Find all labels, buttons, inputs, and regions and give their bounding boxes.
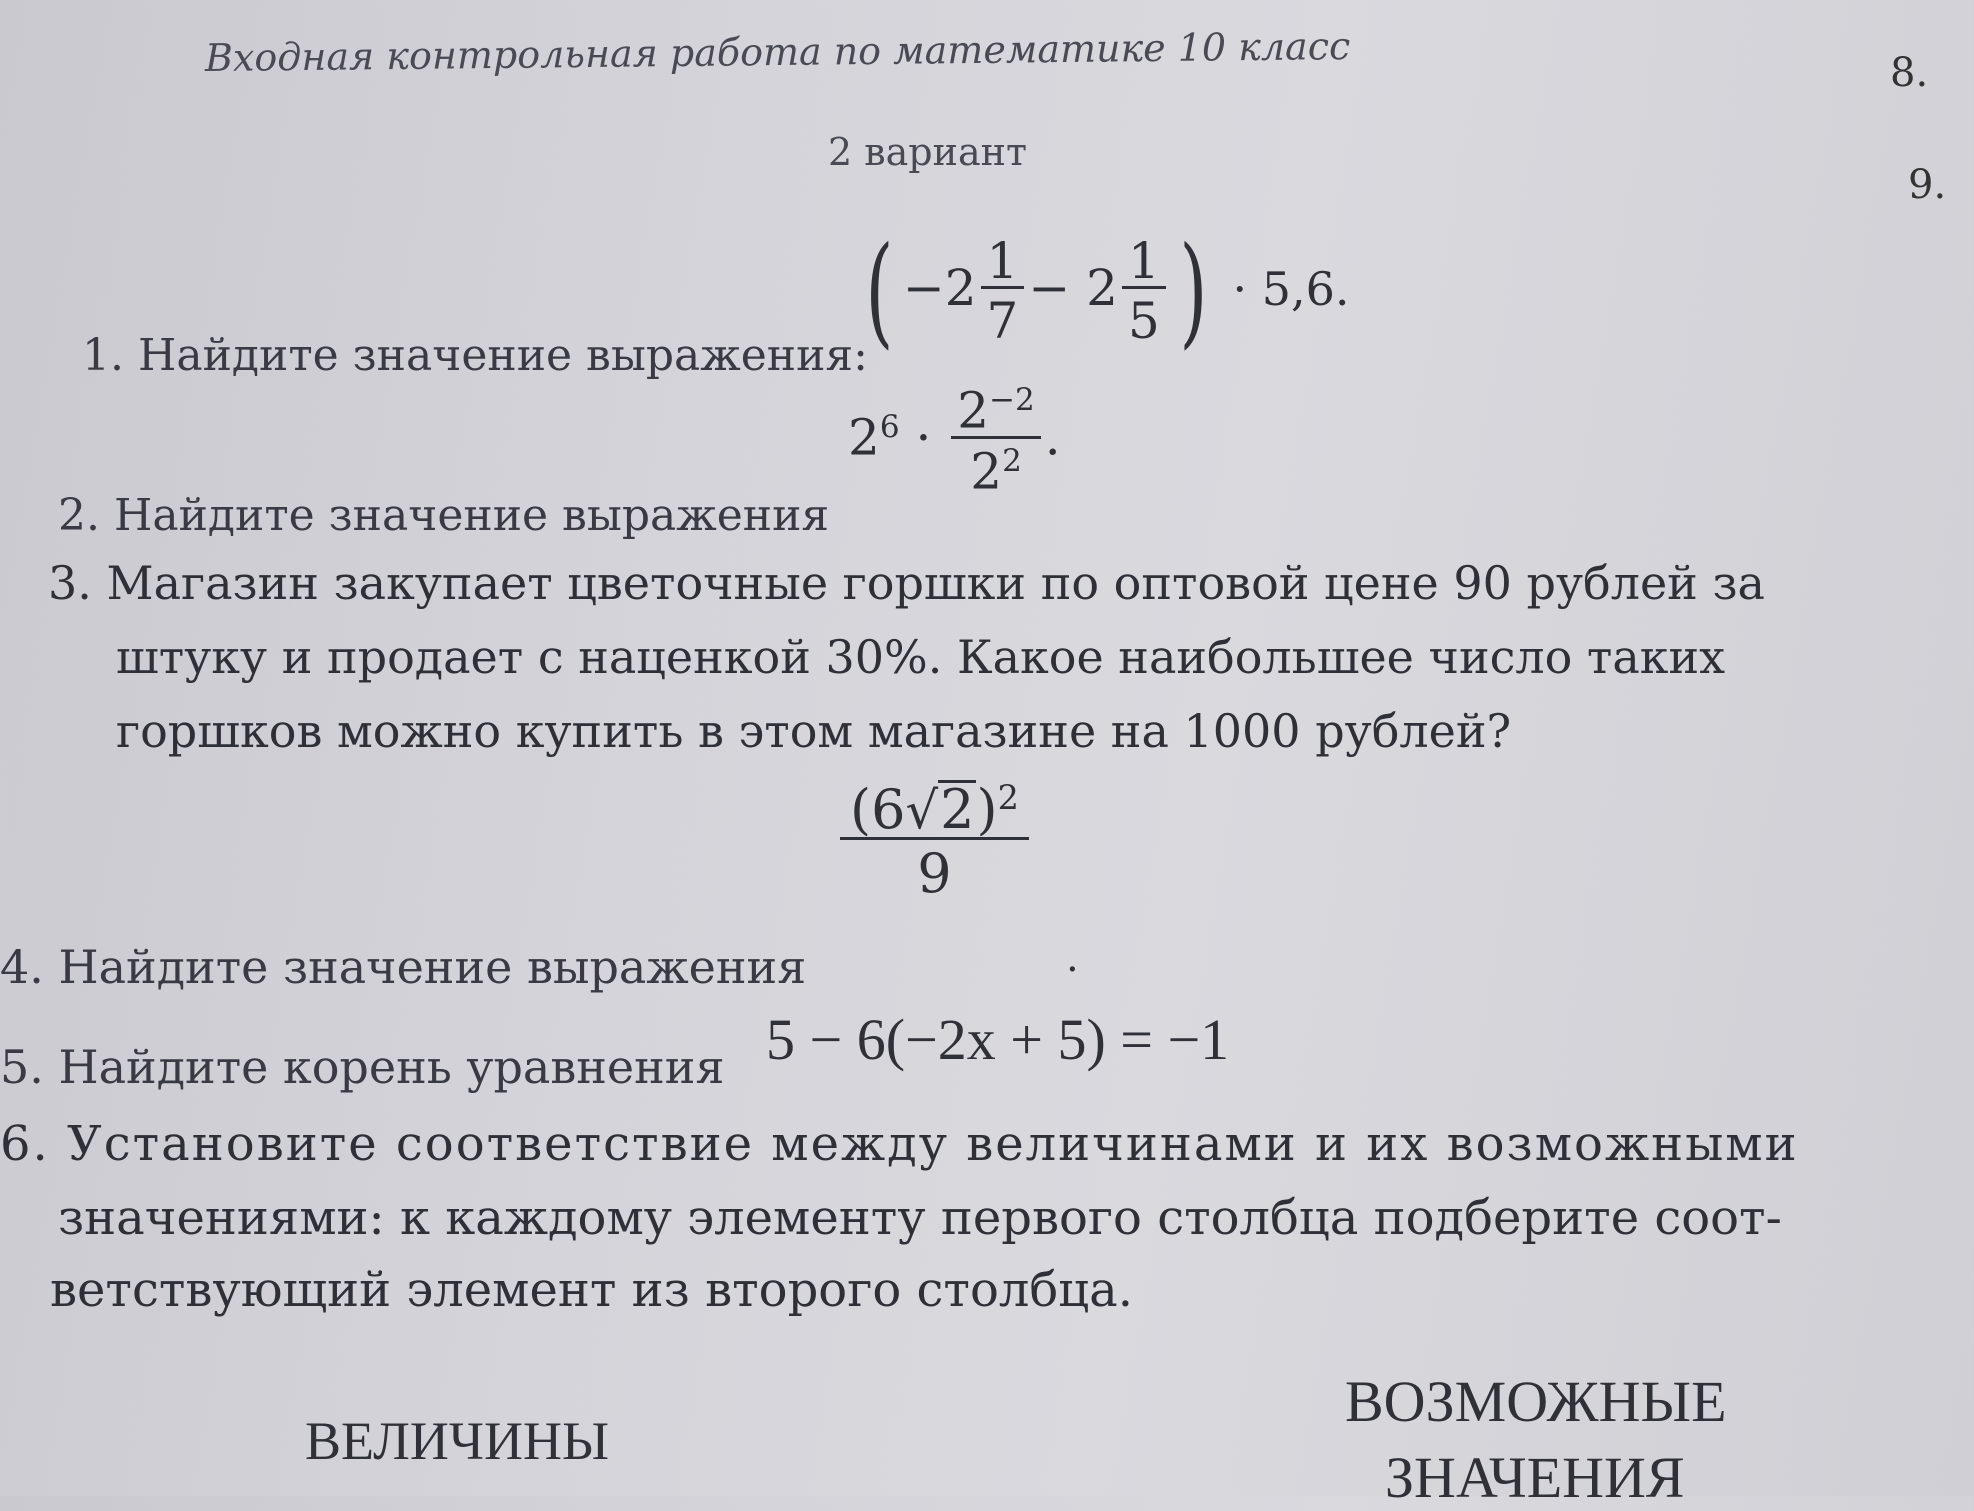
task2-den-exp: 2 <box>1002 442 1022 479</box>
task5-label: 5. Найдите корень уравнения <box>0 1040 725 1094</box>
task4-label: 4. Найдите значение выражения <box>0 940 807 994</box>
task2-numerator <box>951 381 1041 440</box>
task1-fraction1 <box>981 232 1025 351</box>
task2-expression <box>848 381 1061 501</box>
task1-tail: · 5,6. <box>1232 262 1350 316</box>
task4-fraction <box>840 778 1029 906</box>
task4-denominator: 9 <box>917 842 952 906</box>
task3-line3: горшков можно купить в этом магазине на 1000 рублей? <box>116 704 1512 758</box>
sqrt-icon: √ <box>905 781 939 841</box>
task6-line1: 6. Установите соответствие между величинами и их возможными <box>0 1116 1799 1172</box>
column-right-heading-line2: ЗНАЧЕНИЯ <box>1385 1445 1685 1510</box>
task2-label: 2. Найдите значение выражения <box>58 490 830 541</box>
task3-line2: штуку и продает с наценкой 30%. Какое наибольшее число таких <box>116 630 1726 684</box>
task1-den1: 7 <box>986 292 1019 351</box>
task6-line3: ветствующий элемент из второго столбца. <box>50 1262 1133 1318</box>
worksheet-header: Входная контрольная работа по математике 10 класс <box>204 24 1351 80</box>
task2-dot: · <box>915 408 932 467</box>
right-paren: ) <box>1179 222 1208 361</box>
task4-close: ) <box>976 778 998 841</box>
task2-end: . <box>1044 408 1061 467</box>
task2-base: 2 <box>848 408 880 467</box>
task1-num1: 1 <box>981 236 1025 289</box>
task4-end: . <box>1066 935 1079 981</box>
task6-line2: значениями: к каждому элементу первого столбца подберите соот- <box>58 1190 1782 1246</box>
left-paren: ( <box>865 222 894 361</box>
task2-num-exp: −2 <box>989 382 1035 418</box>
task1-expression <box>856 222 1350 361</box>
column-right-heading-line1: ВОЗМОЖНЫЕ <box>1345 1369 1727 1434</box>
task3-line1: 3. Магазин закупает цветочные горшки по оптовой цене 90 рублей за <box>48 556 1765 610</box>
task1-num2: 1 <box>1122 236 1166 289</box>
task1-fraction2 <box>1122 232 1166 351</box>
task2-num-base: 2 <box>957 381 990 440</box>
task5-equation: 5 − 6(−2x + 5) = −1 <box>766 1007 1230 1072</box>
task1-whole1: −2 <box>902 259 977 317</box>
column-left-heading: ВЕЛИЧИНЫ <box>305 1411 610 1471</box>
task2-denominator <box>970 439 1022 501</box>
task4-open: (6 <box>850 778 906 841</box>
task4-numerator <box>840 780 1029 840</box>
variant-label: 2 вариант <box>828 130 1027 174</box>
task1-whole2: − 2 <box>1028 259 1118 317</box>
task4-expression <box>836 778 1033 906</box>
task1-label: 1. Найдите значение выражения: <box>82 330 868 381</box>
task4-radicand: 2 <box>940 778 975 841</box>
side-number-8: 8. <box>1890 50 1929 96</box>
task2-den-base: 2 <box>970 442 1003 501</box>
task4-exp: 2 <box>997 778 1019 817</box>
task2-exp: 6 <box>879 408 900 445</box>
side-number-9: 9. <box>1908 162 1947 208</box>
task2-fraction <box>951 381 1041 501</box>
task1-den2: 5 <box>1127 292 1160 351</box>
